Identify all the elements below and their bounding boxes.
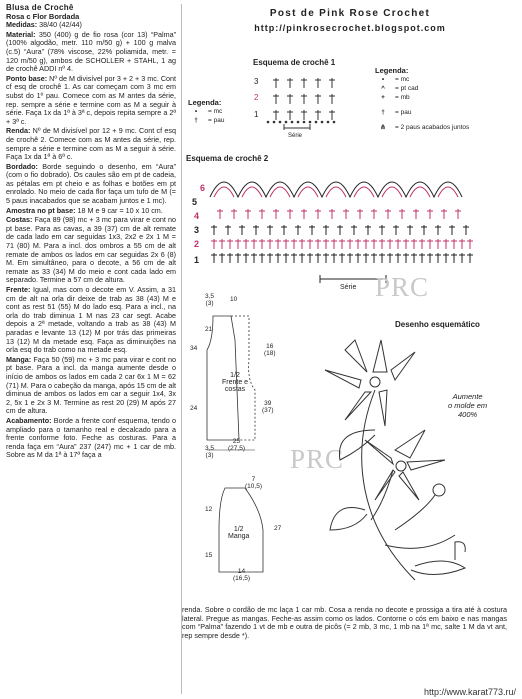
paragraph-label: Renda:	[6, 126, 31, 136]
measurement: 3,5 (3)	[205, 293, 215, 307]
crochet-chart-2	[190, 163, 520, 298]
instruction-paragraph	[6, 21, 176, 30]
measurement: 24	[190, 405, 198, 412]
measurement: 3,5 (3)	[205, 445, 215, 459]
instruction-paragraph	[6, 216, 176, 285]
instruction-paragraphs	[6, 21, 176, 460]
diagram2-title: Esquema de crochê 2	[186, 154, 269, 163]
instruction-paragraph	[6, 207, 176, 216]
paragraph-label: Acabamento:	[6, 415, 52, 425]
legend-row: • = mc	[381, 76, 410, 83]
main-legend-title: Legenda:	[375, 66, 409, 75]
paragraph-text: Igual, mas com o decote em V. Assim, a 31 cm de alt na orla dir deixe de trab as 38 (43) M e cont as rest 51 (55) M do lado esq. Para a incl., na orla do trab diminua 1 M nas 23 car segt. Acabe depois a 2ª metade, voltando a trab as 38 (43) M paradas e levante 13 (12) M por trás das primeiras 13 (12) M da metade esq. Faça as diminuições na orla esq do trab como na metade esq.	[6, 285, 176, 355]
diagram1-legend	[188, 98, 224, 125]
measurement: 25 (27,5)	[228, 438, 245, 452]
row-number: 1	[254, 110, 259, 119]
instruction-paragraph	[6, 127, 176, 161]
diagram1-title: Esquema de crochê 1	[253, 58, 336, 67]
piece-label: 1/2 Manga	[228, 526, 250, 540]
paragraph-label: Manga:	[6, 354, 32, 364]
instructions-column	[6, 4, 176, 461]
row-number: 3	[194, 225, 200, 235]
instruction-paragraph	[6, 286, 176, 355]
measurement: 14 (16,5)	[233, 568, 250, 582]
paragraph-text: Faça 50 (59) mc + 3 mc para virar e cont no pt base. Para a incl. da manga aumente desde o início de ambos os lados em cada 2 car 6x 1 M = 62 (71) M. Para o cabeção da manga, após 15 cm de alt diminua de ambos os lados em car a seguir 1x4, 3x 2, 5x 1 e 2x 3 M. Termine as rest 20 (29) M após 27 cm de altura.	[6, 354, 176, 416]
legend-row: † = pau	[194, 117, 225, 124]
blog-title: Post de Pink Rose Crochet	[269, 8, 431, 19]
row-number: 6	[200, 183, 206, 193]
prc-watermark: PRC	[290, 444, 345, 474]
instruction-paragraph	[6, 163, 176, 206]
crochet-chart-1	[248, 70, 368, 140]
column-divider	[181, 4, 182, 694]
paragraph-text: Nº de M divisível por 12 + 9 mc. Cont cf esq de crochê 2. Comece com as M antes da série, rep. sempre a série e termine com as M a seguir à série. Faça 1x da 1ª à 6ª c.	[6, 126, 176, 162]
main-legend	[375, 66, 469, 132]
paragraph-text: Borde seguindo o desenho, em “Aura” (com o fio dobrado). Os caules são em pt de cadeia, as pétalas em pt cheio e as folhas e botões em pt enrolado. No meio de cada flor faça um tufo de M (= 5 paus inacabados que se acabam juntos e 1 mc).	[6, 161, 176, 206]
instruction-paragraph	[6, 417, 176, 460]
embroidery-title: Desenho esquemático	[395, 320, 480, 329]
diagram1-legend-title: Legenda:	[188, 98, 222, 107]
row-number: 2	[254, 93, 259, 102]
legend-row: • = mc	[194, 108, 223, 115]
prc-watermark: PRC	[375, 272, 430, 302]
paragraph-label: Material:	[6, 29, 36, 39]
measurement: 39 (37)	[262, 400, 274, 414]
paragraph-text: Faça 89 (98) mc + 3 mc para virar e cont no pt base. Para as cavas, a 39 (37) cm de alt remate de cada lado em car seguidas 1x3, 2x2 e 2x 1 M = 71 (80) M. Para a incl. dos ombros a 55 cm de alt remate de ambos os lados em car seguidas 2x 6 (8) M. Em simultâneo, para o decote, a 56 cm de alt remate as 33 (34) M do meio e cont cada lado em separado. Termine a 57 cm de altura.	[6, 215, 176, 285]
legend-row: ^ = pt cad	[381, 85, 419, 92]
blog-url: http://pinkrosecrochet.blogspot.com	[254, 23, 446, 33]
row-number: 5	[192, 197, 198, 207]
paragraph-text: Borde a frente conf esquema, tendo o ampliado para o tamanho real e decalcado para a frente conforme foto. Feche as costuras. Para a renda faça em “Aura” 237 (247) mc + 1 car de mb. Sobre as M da 1ª à 17ª faça a	[6, 415, 176, 460]
instruction-paragraph	[6, 356, 176, 416]
measurement: 34	[190, 345, 198, 352]
paragraph-text: 38/40 (42/44)	[37, 20, 82, 30]
paragraph-label: Amostra no pt base:	[6, 205, 76, 215]
embroidery-drawing	[315, 330, 505, 600]
legend-row: + = mb	[381, 94, 410, 101]
pattern-subtitle: Rosa c Flor Bordada	[6, 11, 80, 21]
row-number: 2	[194, 239, 200, 249]
serie-label: Série	[340, 284, 357, 291]
pattern-title: Blusa de Crochê	[6, 3, 74, 12]
site-watermark: http://www.karat773.ru/	[423, 687, 516, 697]
row-number: 1	[194, 255, 200, 265]
measurement: 16 (18)	[264, 343, 276, 357]
paragraph-label: Frente:	[6, 285, 31, 294]
measurement: 7 (10,5)	[245, 476, 262, 490]
enlarge-note: Aumente o molde em 400%	[448, 392, 488, 419]
serie-label: Série	[288, 133, 303, 139]
finishing-text-continued: renda. Sobre o cordão de mc laça 1 car mb. Cosa a renda no decote e prossiga a tira até à costura lateral. Pregue as mangas. Feche-as assim como os lados. Contorne o cós em baixo e nas mangas com “Palma” fazendo 1 vt de mb e outra de picôs (= 2 mb, 3 mc, 1 mb na 1ª mc, salte 1 M da vt ant, rep sempre desde *).	[182, 605, 507, 640]
measurement: 27	[274, 525, 282, 532]
paragraph-text: 18 M e 9 car = 10 x 10 cm.	[75, 205, 163, 215]
measurement: 15	[205, 552, 213, 559]
measurement: 10	[230, 296, 238, 303]
legend-row: † = pau	[381, 109, 412, 116]
measurement: 12	[205, 506, 213, 513]
paragraph-text: 350 (400) g de fio rosa (cor 13) “Palma” (100% algodão, metr. 110 m/50 g) + 100 g malva (c.5) “Aura” (78% viscose, 22% poliamida, metr. = 120 m/50 g), ambos de SCHOLLER + STAHL, 1 ag de crochê ADDI nº 4.	[6, 29, 176, 74]
legend-row: ⋔ = 2 paus acabados juntos	[380, 124, 470, 131]
measurement: 21	[205, 326, 213, 333]
blog-header	[190, 8, 510, 40]
paragraph-label: Medidas:	[6, 20, 38, 30]
piece-label: 1/2 Frente e costas	[222, 372, 249, 393]
paragraph-label: Ponto base:	[6, 73, 48, 83]
instruction-paragraph	[6, 75, 176, 127]
instruction-paragraph	[6, 31, 176, 74]
paragraph-label: Costas:	[6, 215, 33, 225]
paragraph-label: Bordado:	[6, 161, 38, 171]
row-number: 4	[194, 211, 200, 221]
paragraph-text: Nº de M divisível por 3 + 2 + 3 mc. Cont cf esq de crochê 1. As car começam com 3 mc em subst do 1º pau. Comece com as M antes da série, rep. sempre a série e termine com as M a seguir à série. Faça 1x da 1ª à 3ª c, depois repita sempre a 2ª + 3ª c.	[6, 73, 176, 126]
row-number: 3	[254, 77, 259, 86]
